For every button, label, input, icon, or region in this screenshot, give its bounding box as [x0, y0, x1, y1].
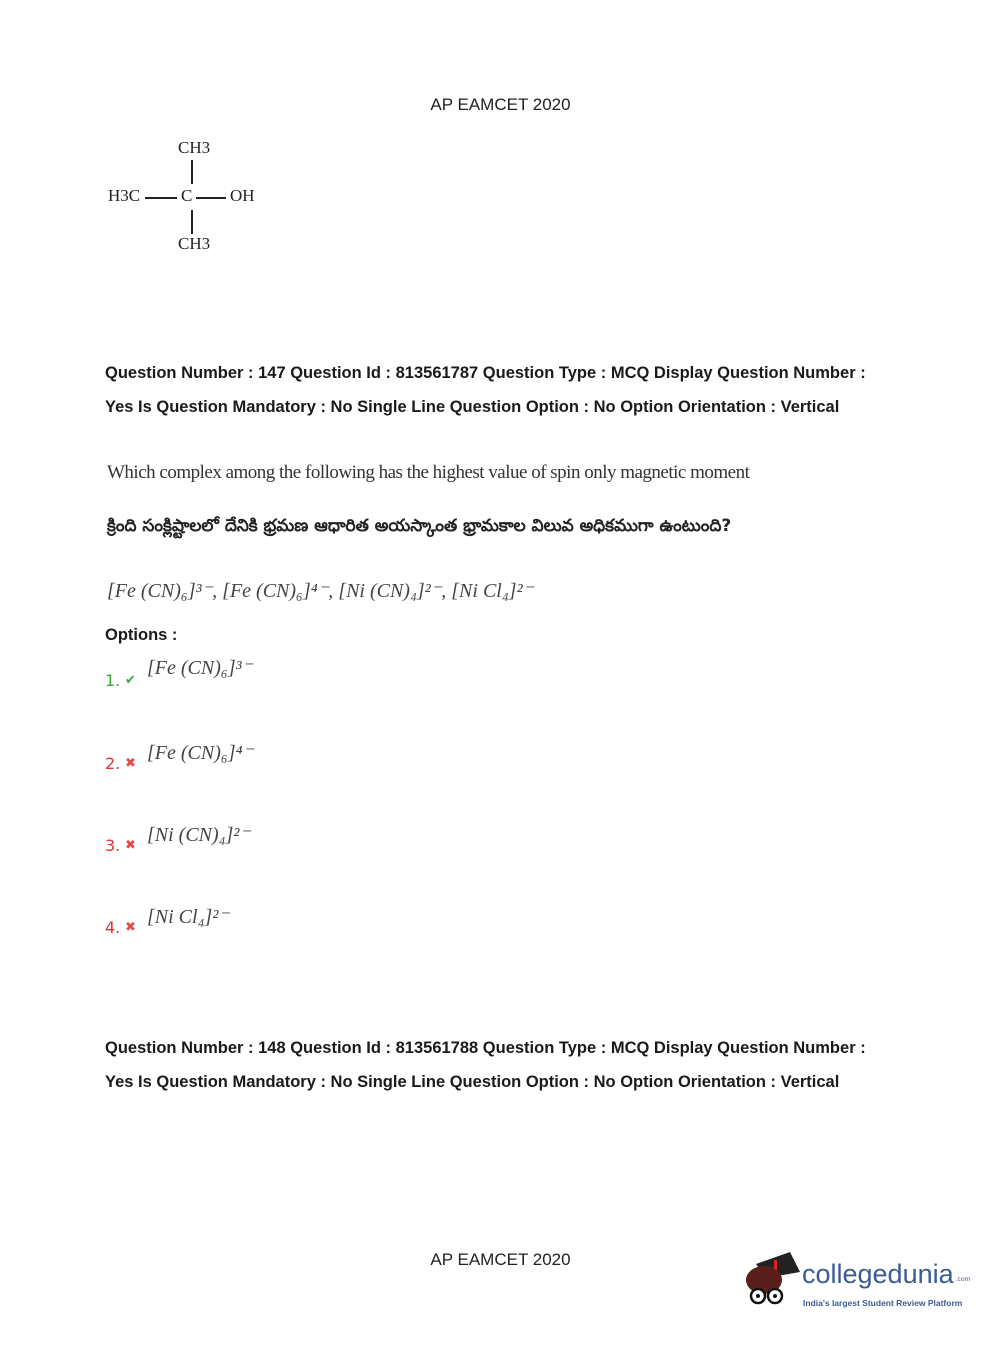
- option-3[interactable]: [105, 822, 250, 855]
- question-text-te: క్రింది సంక్లిష్టాలలో దేనికి భ్రమణ ఆధారిత అయస్కాంత భ్రామకాల విలువ అధికముగా ఉంటుంది?: [107, 516, 732, 536]
- structure-center: C: [181, 186, 193, 205]
- options-label: Options :: [105, 626, 178, 644]
- mascot-icon: [742, 1250, 802, 1314]
- collegedunia-logo: [742, 1250, 992, 1320]
- page-header: AP EAMCET 2020: [430, 95, 571, 114]
- structure-left: H3C: [108, 186, 141, 205]
- option-4[interactable]: [105, 904, 229, 937]
- cross-icon: ✖: [125, 838, 136, 853]
- option-number: 3.: [105, 836, 121, 855]
- cross-icon: ✖: [125, 920, 136, 935]
- option-number: 2.: [105, 754, 121, 773]
- page-footer: AP EAMCET 2020: [430, 1250, 571, 1269]
- question-complexes: [Fe (CN)₆]³⁻, [Fe (CN)₆]⁴⁻, [Ni (CN)₄]²⁻, [Ni Cl₄]²⁻: [107, 580, 534, 602]
- structure-top: CH3: [178, 138, 211, 157]
- option-text: [Fe (CN)₆]⁴⁻: [147, 742, 254, 764]
- structure-right: OH: [230, 186, 255, 205]
- question-147-meta: Question Number : 147 Question Id : 813561787 Question Type : MCQ Display Question Number : Yes Is Question Mandatory : No Single Line Question Option : No Option Orientation : Vertical: [105, 364, 866, 416]
- question-text-en: Which complex among the following has the highest value of spin only magnetic moment: [107, 462, 750, 483]
- logo-dotcom: .com: [955, 1276, 971, 1283]
- option-1[interactable]: [105, 655, 252, 690]
- option-number: 1.: [105, 671, 121, 690]
- option-text: [Ni Cl₄]²⁻: [147, 906, 229, 928]
- option-number: 4.: [105, 918, 121, 937]
- option-text: [Fe (CN)₆]³⁻: [147, 657, 253, 679]
- chemical-structure: [105, 135, 265, 260]
- logo-name: collegedunia: [802, 1259, 954, 1289]
- option-text: [Ni (CN)₄]²⁻: [147, 824, 250, 846]
- check-icon: ✔: [125, 673, 136, 688]
- logo-tagline: India's largest Student Review Platform: [803, 1298, 963, 1308]
- question-148-meta: Question Number : 148 Question Id : 813561788 Question Type : MCQ Display Question Number : Yes Is Question Mandatory : No Single Line Question Option : No Option Orientation : Vertical: [105, 1039, 866, 1091]
- cross-icon: ✖: [125, 756, 136, 771]
- structure-bottom: CH3: [178, 234, 211, 253]
- option-2[interactable]: [105, 740, 253, 773]
